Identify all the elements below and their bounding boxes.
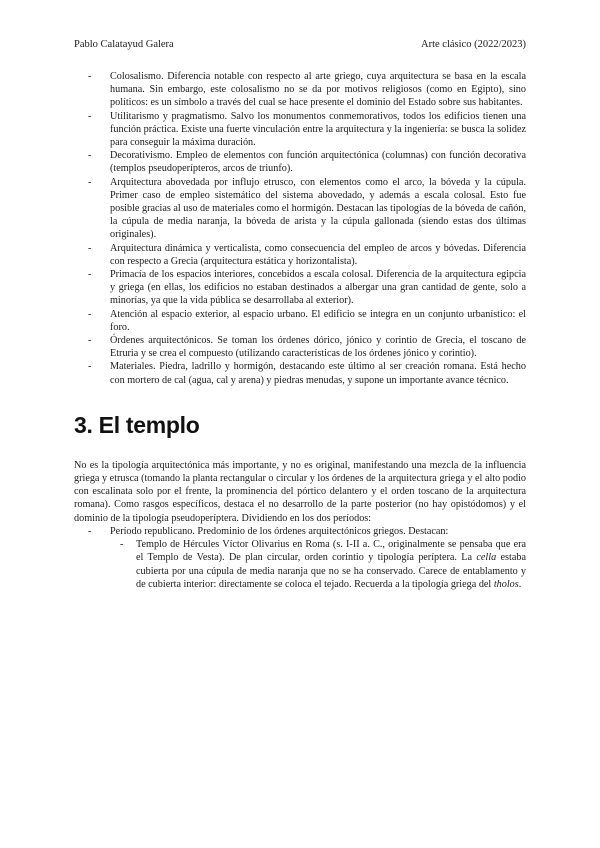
bullet-marker: - — [88, 335, 92, 347]
list-item — [74, 538, 526, 591]
list-item — [74, 360, 526, 386]
list-item — [74, 242, 526, 268]
list-item-text: Atención al espacio exterior, al espacio urbano. El edificio se integra en un conjunto urbanístico: el foro. — [110, 308, 526, 333]
bullet-marker: - — [88, 525, 92, 537]
bullet-marker: - — [120, 539, 124, 551]
bullet-marker: - — [88, 242, 92, 254]
header-author: Pablo Calatayud Galera — [74, 39, 174, 50]
list-item-text: Primacía de los espacios interiores, concebidos a escala colosal. Diferencia de la arquitectura egipcia y griega (en ellas, los edificios no estaban destinados a albergar una gran cantidad de gente, solo a minorías, ya que la vida pública se desarrollaba al exterior). — [110, 269, 526, 307]
bullet-marker: - — [88, 71, 92, 82]
list-item — [74, 308, 526, 334]
list-item — [74, 110, 526, 150]
features-list — [74, 70, 526, 387]
temple-text-part3: . — [518, 578, 522, 590]
list-item-text: Colosalismo. Diferencia notable con respecto al arte griego, cuya arquitectura se basa en la escala humana. Sin embargo, este colosalismo no se da por motivos religiosos (como en Egipto), sino políticos: es un símbolo a través del cual se hace presente el dominio del Estado sobre sus habitantes. — [110, 71, 526, 109]
list-item-text: Arquitectura abovedada por influjo etrusco, con elementos como el arco, la bóveda y la cúpula. Primer caso de empleo sistemático del sistema abovedado, y además a escala colosal. Esto fue posible gracias al uso de materiales como el hormigón. Destacan las tipologías de la bóveda de cañón, la cúpula de media naranja, la bóveda de arista y la cúpula gallonada (siendo estas dos últimas originales). — [110, 176, 526, 241]
list-item-text: Utilitarismo y pragmatismo. Salvo los monumentos conmemorativos, todos los edificios tienen una función práctica. Existe una fuerte vinculación entre la arquitectura y la ingeniería: se busca la solidez para conseguir la máxima duración. — [110, 110, 526, 149]
temples-list — [110, 538, 526, 591]
section-heading: 3. El templo — [74, 411, 200, 438]
header-course: Arte clásico (2022/2023) — [421, 39, 526, 50]
bullet-marker: - — [88, 308, 92, 320]
bullet-marker: - — [88, 150, 92, 162]
term-tholos: tholos — [493, 578, 519, 590]
page-content — [74, 70, 526, 591]
bullet-marker: - — [88, 361, 92, 373]
periods-list — [74, 525, 526, 591]
list-item-text: Decorativismo. Empleo de elementos con función arquitectónica (columnas) con función decorativa (templos pseudoperípteros, arcos de triunfo). — [110, 150, 526, 175]
bullet-marker: - — [88, 176, 92, 188]
list-item — [74, 70, 526, 110]
bullet-marker: - — [88, 110, 92, 122]
list-item-text: Órdenes arquitectónicos. Se toman los órdenes dórico, jónico y corintio de Grecia, el toscano de Etruria y se crea el compuesto (utilizando características de los órdenes jónico y corintio). — [110, 335, 526, 360]
term-cella: cella — [476, 552, 497, 564]
section-intro: No es la tipología arquitectónica más importante, y no es original, manifestando una mezcla de la influencia griega y etrusca (tomando la planta rectangular o circular y los órdenes de la arquitectura griega y el alto podio con escalinata solo por el frente, la prominencia del pórtico delantero y el orden toscano de la arquitectura romana). Como rasgos específicos, destaca el no desarrollo de la parte posterior (no hay opistódomos) y el dominio de la tipología pseudoperíptera. Dividiendo en los dos períodos: — [74, 459, 526, 524]
period-text: Período republicano. Predominio de los órdenes arquitectónicos griegos. Destacan: — [110, 525, 449, 537]
list-item-text: Arquitectura dinámica y verticalista, como consecuencia del empleo de arcos y bóvedas. Diferencia con respecto a Grecia (arquitectura estática y horizontalista). — [110, 242, 526, 267]
temple-text-part1: Templo de Hércules Víctor Olivarius en Roma (s. I-II a. C., originalmente se pensaba que era el Templo de Vesta). De plan circular, orden corintio y tipología períptera. La — [136, 539, 526, 564]
temple-text-part2: estaba cubierta por una cúpula de media naranja que no se ha conservado. Carece de entablamento y de cubierta interior: directamente se coloca el tejado. Recuerda a la tipología griega del — [136, 552, 526, 590]
list-item — [74, 334, 526, 360]
list-item — [74, 149, 526, 175]
list-item — [74, 268, 526, 308]
list-item-text: Materiales. Piedra, ladrillo y hormigón, destacando este último al ser creación romana. Está hecho con mortero de cal (agua, cal y arena) y piedras menudas, y supone un importante avance técnico. — [110, 361, 526, 386]
list-item — [74, 176, 526, 242]
page-header — [74, 38, 526, 52]
list-item — [74, 525, 526, 591]
bullet-marker: - — [88, 269, 92, 281]
